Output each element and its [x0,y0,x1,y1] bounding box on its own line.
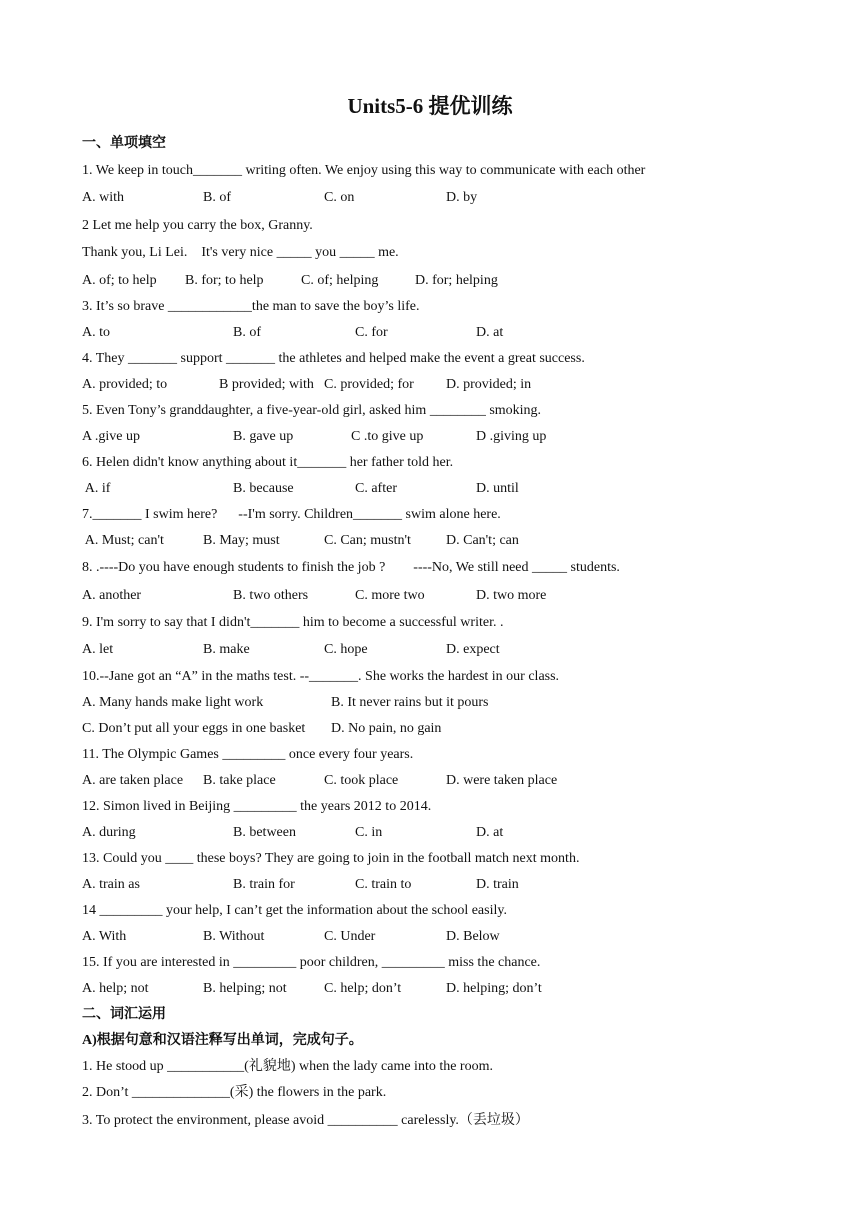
question-7-options [82,532,782,550]
question-6-options [82,480,782,498]
question-15-stem: 15. If you are interested in _________ poor children, _________ miss the chance. [82,955,541,970]
question-10-stem: 10.--Jane got an “A” in the maths test. --_______. She works the hardest in our class. [82,669,560,684]
option-d: D. Can't; can [446,533,519,548]
option-a: A. are taken place [82,773,184,788]
option-d: D. helping; don’t [446,981,542,996]
option-a: A. let [82,642,114,657]
question-12-stem: 12. Simon lived in Beijing _________ the years 2012 to 2014. [82,799,432,814]
option-a: A. during [82,825,136,840]
question-4-options [82,376,782,394]
option-a: A .give up [82,429,140,444]
question-9-stem: 9. I'm sorry to say that I didn't_______ him to become a successful writer. . [82,615,504,630]
option-d: D. by [446,190,478,205]
vocab-item-1: 1. He stood up ___________(礼貌地) when the lady came into the room. [82,1059,493,1074]
question-11-options [82,772,782,790]
option-b: B. for; to help [185,273,264,288]
vocab-item-3: 3. To protect the environment, please avoid __________ carelessly.（丢垃圾） [82,1113,529,1128]
section-heading-vocabulary: 二、词汇运用 [82,1007,166,1022]
section-heading-single-choice: 一、单项填空 [82,136,166,151]
option-b: B. May; must [203,533,280,548]
question-12-options [82,824,782,842]
option-d: D. Below [446,929,500,944]
question-13-stem: 13. Could you ____ these boys? They are going to join in the football match next month. [82,851,580,866]
option-c: C .to give up [351,429,424,444]
option-b: B. of [233,325,261,340]
question-2-stem: 2 Let me help you carry the box, Granny. [82,218,313,233]
option-a: A. of; to help [82,273,157,288]
option-c: C. Under [324,929,376,944]
option-a: A. provided; to [82,377,168,392]
option-c: C. Can; mustn't [324,533,411,548]
question-5-options [82,428,782,446]
option-d: D. train [476,877,519,892]
option-c: C. hope [324,642,368,657]
option-b: B. because [233,481,294,496]
option-a: A. help; not [82,981,149,996]
vocab-item-2: 2. Don’t ______________(采) the flowers in the park. [82,1085,387,1100]
option-d: D. at [476,325,504,340]
question-4-stem: 4. They _______ support _______ the athletes and helped make the event a great success. [82,351,585,366]
question-13-options [82,876,782,894]
option-b: B. It never rains but it pours [331,695,489,710]
question-1-stem: 1. We keep in touch_______ writing often. We enjoy using this way to communicate with each other [82,163,646,178]
option-c: C. took place [324,773,399,788]
option-c: C. provided; for [324,377,414,392]
option-c: C. of; helping [301,273,379,288]
page-title: Units5-6 提优训练 [347,94,513,118]
question-15-options [82,980,782,998]
question-8-stem: 8. .----Do you have enough students to finish the job ? ----No, We still need _____ students. [82,560,620,575]
option-b: B. between [233,825,296,840]
option-c: C. for [355,325,388,340]
question-6-stem: 6. Helen didn't know anything about it_______ her father told her. [82,455,454,470]
option-b: B provided; with [219,377,314,392]
question-9-options [82,641,782,659]
option-c: C. more two [355,588,425,603]
question-5-stem: 5. Even Tony’s granddaughter, a five-year-old girl, asked him ________ smoking. [82,403,542,418]
option-d: D. expect [446,642,500,657]
question-10-options-row2 [82,720,782,738]
option-d: D. No pain, no gain [331,721,442,736]
question-14-options [82,928,782,946]
option-c: C. help; don’t [324,981,402,996]
option-a: A. another [82,588,142,603]
option-d: D .giving up [476,429,547,444]
option-c: C. train to [355,877,412,892]
option-c: C. on [324,190,355,205]
question-14-stem: 14 _________ your help, I can’t get the information about the school easily. [82,903,507,918]
question-2-stem-line2: Thank you, Li Lei. It's very nice _____ you _____ me. [82,245,399,260]
option-a: A. Many hands make light work [82,695,264,710]
question-2-options [82,272,782,290]
option-c: C. in [355,825,383,840]
option-d: D. two more [476,588,547,603]
option-a: A. Must; can't [82,533,164,548]
option-d: D. were taken place [446,773,558,788]
option-d: D. provided; in [446,377,532,392]
option-b: B. gave up [233,429,294,444]
option-b: B. make [203,642,250,657]
option-d: D. at [476,825,504,840]
option-b: B. two others [233,588,309,603]
option-c: C. after [355,481,397,496]
option-a: A. if [82,481,111,496]
question-10-options-row1 [82,694,782,712]
option-b: B. train for [233,877,295,892]
option-a: A. with [82,190,124,205]
question-11-stem: 11. The Olympic Games _________ once every four years. [82,747,414,762]
option-a: A. With [82,929,127,944]
option-c: C. Don’t put all your eggs in one basket [82,721,306,736]
option-b: B. helping; not [203,981,287,996]
subsection-a-instructions: A)根据句意和汉语注释写出单词，完成句子。 [82,1033,363,1048]
option-b: B. Without [203,929,265,944]
option-b: B. take place [203,773,276,788]
question-3-options [82,324,782,342]
option-a: A. to [82,325,110,340]
question-1-options [82,189,782,207]
option-a: A. train as [82,877,140,892]
question-7-stem: 7._______ I swim here? --I'm sorry. Children_______ swim alone here. [82,507,501,522]
option-d: D. until [476,481,519,496]
question-8-options [82,587,782,605]
question-3-stem: 3. It’s so brave ____________the man to save the boy’s life. [82,299,420,314]
option-d: D. for; helping [415,273,498,288]
option-b: B. of [203,190,231,205]
